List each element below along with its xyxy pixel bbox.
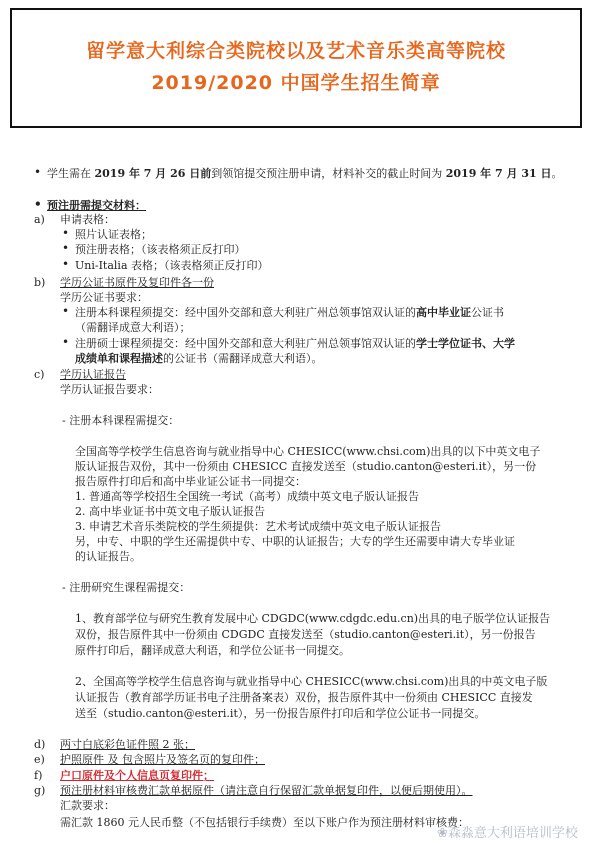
- list-item: • 注册硕士课程须提交：经中国外交部和意大利驻广州总领事馆双认证的学士学位证书、大学: [75, 336, 515, 351]
- section-a-heading: 申请表格：: [60, 213, 115, 226]
- paragraph-line: 送至（studio.canton@esteri.it），另一份报告原件打印后和学位公证书一同提交。: [75, 707, 486, 720]
- section-g-sub: 汇款要求：: [60, 799, 115, 812]
- paragraph-line: 3. 申请艺术音乐类院校的学生须提供：艺术考试成绩中英文电子版认证报告: [75, 520, 441, 533]
- section-g-last: 需汇款 1860 元人民币整（不包括银行手续费）至以下账户作为预注册材料审核费：: [60, 816, 469, 829]
- paragraph-line: 1. 普通高等学校招生全国统一考试（高考）成绩中英文电子版认证报告: [75, 490, 419, 503]
- marker-g: g): [34, 784, 46, 797]
- paragraph-line: 全国高等学校学生信息咨询与就业指导中心 CHESICC(www.chsi.com)出具的以下中英文电子: [75, 445, 541, 458]
- supplement-date: 2019 年 7 月 31 日: [445, 167, 552, 180]
- paragraph-line: 另，中专、中职的学生还需提供中专、中职的认证报告；大专的学生还需要申请大专毕业证: [75, 535, 515, 548]
- paw-icon: ❀: [437, 826, 448, 841]
- section-d-text: 两寸白底彩色证件照 2 张；: [60, 738, 195, 751]
- section-b-heading: 学历公证书原件及复印件各一份: [60, 276, 214, 289]
- marker-d: d): [34, 738, 46, 751]
- marker-b: b): [34, 276, 46, 289]
- paragraph-line: 版认证报告双份，其中一份须由 CHESICC 直接发送至（studio.canton@esteri.it），另一份: [75, 460, 537, 473]
- list-item-cont: （需翻译成意大利语）；: [75, 321, 191, 334]
- materials-heading: • 预注册需提交材料：: [47, 198, 146, 213]
- marker-e: e): [34, 753, 45, 766]
- intro-line: • 学生需在 2019 年 7 月 26 日前到领馆提交预注册申请，材料补交的截止时间为 2019 年 7 月 31 日。: [47, 166, 562, 181]
- master-heading: - 注册研究生课程需提交：: [62, 581, 191, 594]
- paragraph-line: 原件打印后，翻译成意大利语，和学位公证书一同提交。: [75, 644, 350, 657]
- paragraph-line: 报告原件打印后和高中毕业证公证书一同提交：: [75, 475, 306, 488]
- paragraph-line: 认证报告（教育部学历证书电子注册备案表）双份，报告原件其中一份须由 CHESICC 直接发: [75, 691, 533, 704]
- section-c-heading: 学历认证报告: [60, 368, 126, 381]
- title-box: [10, 8, 582, 128]
- paragraph-line: 的认证报告。: [75, 550, 141, 563]
- deadline-date: 2019 年 7 月 26 日前: [94, 167, 212, 180]
- marker-f: f): [34, 769, 43, 782]
- title-line-1: 留学意大利综合类院校以及艺术音乐类高等院校: [85, 40, 506, 62]
- title-line-2: 2019/2020 中国学生招生简章: [151, 72, 441, 94]
- list-item-cont: 成绩单和课程描述的公证书（需翻译成意大利语）。: [75, 352, 323, 365]
- paragraph-line: 2. 高中毕业证书中英文电子版认证报告: [75, 505, 265, 518]
- list-item: • Uni-Italia 表格；（该表格须正反打印）: [75, 258, 269, 273]
- list-item: • 注册本科课程须提交：经中国外交部和意大利驻广州总领事馆双认证的高中毕业证公证书: [75, 305, 504, 320]
- paragraph-line: 双份，报告原件其中一份须由 CDGDC 直接发送至（studio.canton@esteri.it），另一份报告: [75, 628, 536, 641]
- section-g-text: 预注册材料审核费汇款单据原件（请注意自行保留汇款单据复印件，以便后期使用）。: [60, 784, 473, 797]
- section-f-text: 户口原件及个人信息页复印件；: [60, 769, 214, 782]
- section-e-text: 护照原件 及 包含照片及签名页的复印件；: [60, 753, 265, 766]
- list-item: • 照片认证表格；: [75, 227, 152, 242]
- paragraph-line: 2、全国高等学校学生信息咨询与就业指导中心 CHESICC(www.chsi.com)出具的中英文电子版: [75, 675, 548, 688]
- marker-a: a): [34, 213, 45, 226]
- watermark: ❀森淼意大利语培训学校: [437, 826, 578, 841]
- list-item: • 预注册表格；（该表格须正反打印）: [75, 242, 246, 257]
- marker-c: c): [34, 368, 45, 381]
- bachelor-heading: - 注册本科课程需提交：: [62, 414, 180, 427]
- section-c-sub: 学历认证报告要求：: [60, 383, 159, 396]
- paragraph-line: 1、教育部学位与研究生教育发展中心 CDGDC(www.cdgdc.edu.cn)出具的电子版学位认证报告: [75, 612, 551, 625]
- section-b-sub: 学历公证书要求：: [60, 291, 148, 304]
